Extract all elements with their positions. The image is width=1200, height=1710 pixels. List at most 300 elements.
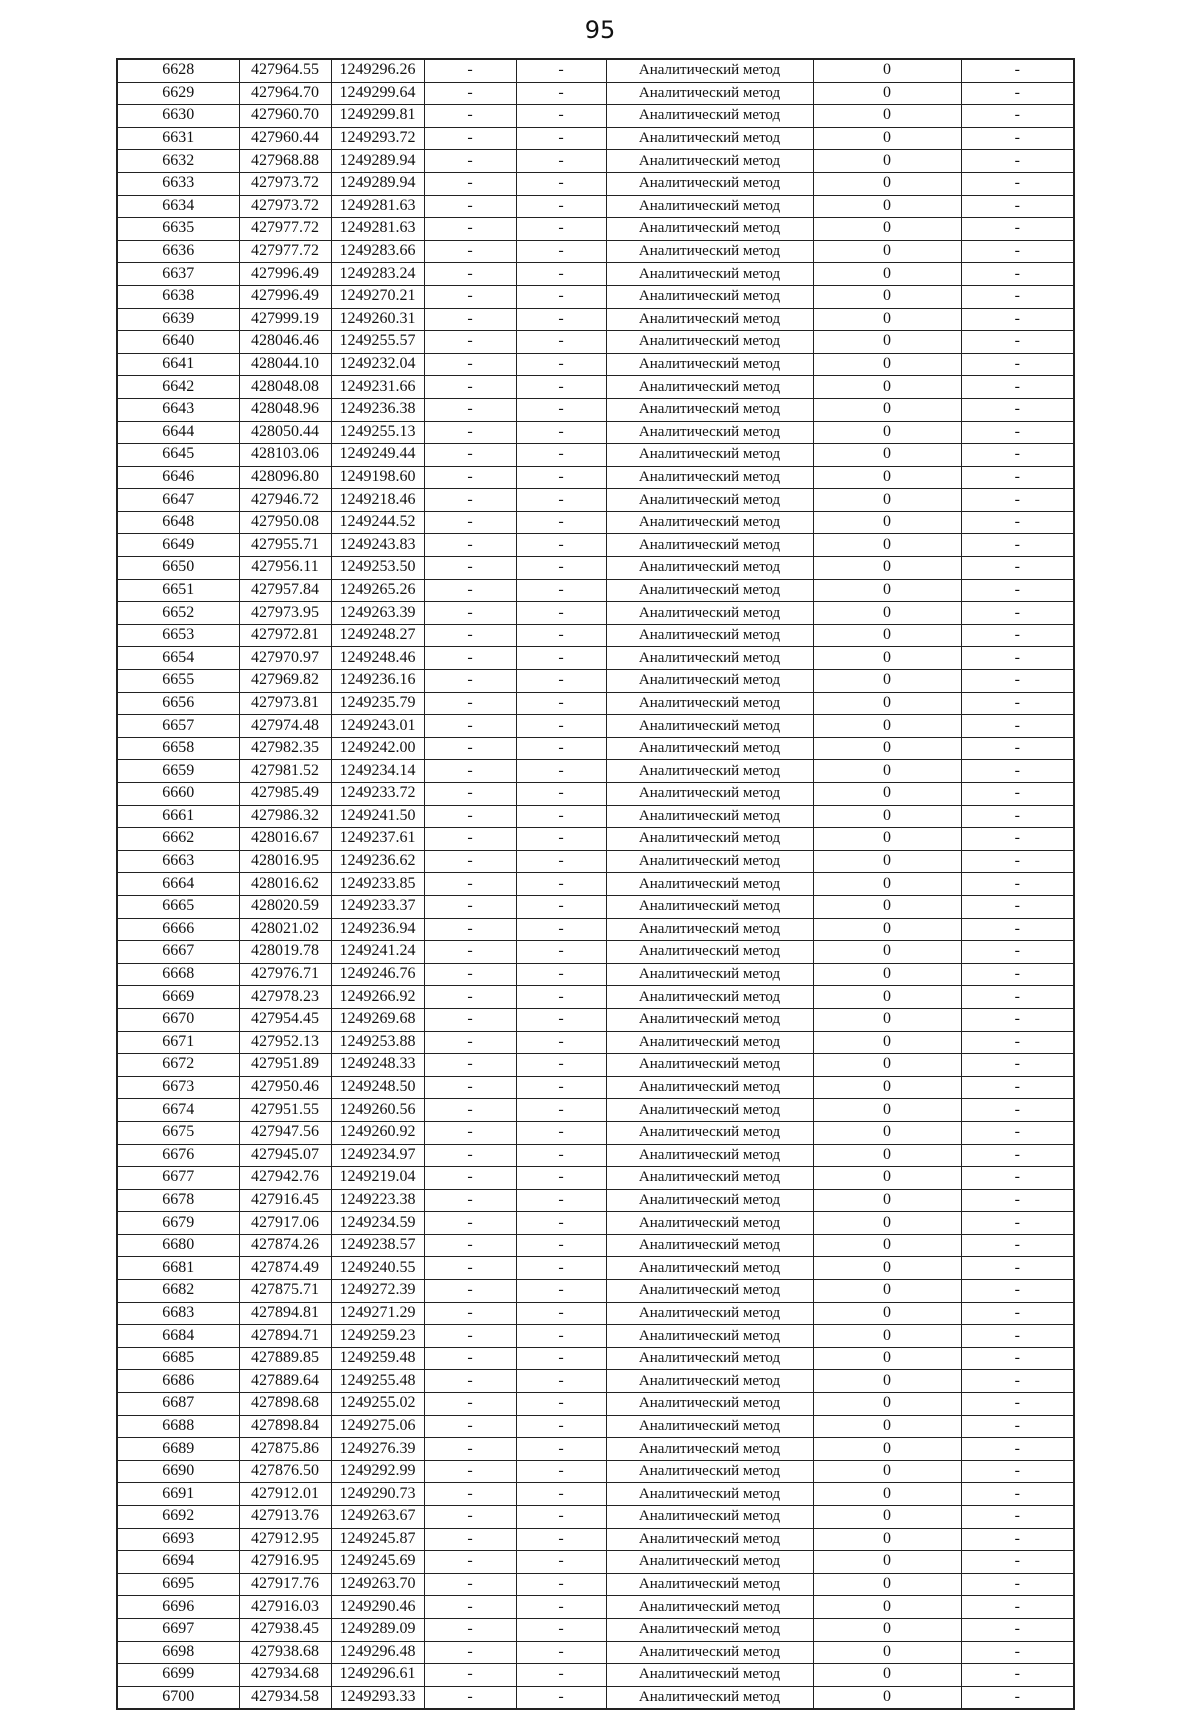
dash-cell: - <box>516 534 606 557</box>
y-coordinate-cell: 1249276.39 <box>331 1438 424 1461</box>
method-cell: Аналитический метод <box>606 1506 813 1529</box>
dash-cell: - <box>424 1415 516 1438</box>
x-coordinate-cell: 427973.81 <box>239 692 331 715</box>
y-coordinate-cell: 1249234.14 <box>331 760 424 783</box>
y-coordinate-cell: 1249271.29 <box>331 1302 424 1325</box>
point-number-cell: 6663 <box>117 850 239 873</box>
point-number-cell: 6676 <box>117 1144 239 1167</box>
table-row <box>117 105 1074 128</box>
dash-cell: - <box>516 1031 606 1054</box>
x-coordinate-cell: 427968.88 <box>239 150 331 173</box>
coordinates-table <box>116 58 1075 1710</box>
y-coordinate-cell: 1249283.66 <box>331 240 424 263</box>
value-cell: 0 <box>813 1008 961 1031</box>
x-coordinate-cell: 427916.03 <box>239 1596 331 1619</box>
point-number-cell: 6636 <box>117 240 239 263</box>
value-cell: 0 <box>813 1212 961 1235</box>
dash-cell: - <box>424 127 516 150</box>
value-cell: 0 <box>813 1280 961 1303</box>
point-number-cell: 6630 <box>117 105 239 128</box>
value-cell: 0 <box>813 1506 961 1529</box>
x-coordinate-cell: 427938.45 <box>239 1618 331 1641</box>
value-cell: 0 <box>813 647 961 670</box>
point-number-cell: 6672 <box>117 1054 239 1077</box>
value-cell: 0 <box>813 1054 961 1077</box>
dash-cell: - <box>424 602 516 625</box>
table-row <box>117 127 1074 150</box>
method-cell: Аналитический метод <box>606 579 813 602</box>
table-row <box>117 1438 1074 1461</box>
method-cell: Аналитический метод <box>606 1189 813 1212</box>
x-coordinate-cell: 427917.06 <box>239 1212 331 1235</box>
value-cell: 0 <box>813 511 961 534</box>
dash-cell: - <box>961 1506 1074 1529</box>
value-cell: 0 <box>813 918 961 941</box>
dash-cell: - <box>961 421 1074 444</box>
table-row <box>117 647 1074 670</box>
dash-cell: - <box>516 331 606 354</box>
dash-cell: - <box>516 1370 606 1393</box>
x-coordinate-cell: 427917.76 <box>239 1573 331 1596</box>
point-number-cell: 6647 <box>117 489 239 512</box>
value-cell: 0 <box>813 444 961 467</box>
method-cell: Аналитический метод <box>606 1528 813 1551</box>
dash-cell: - <box>961 398 1074 421</box>
table-row <box>117 1008 1074 1031</box>
point-number-cell: 6670 <box>117 1008 239 1031</box>
table-row <box>117 466 1074 489</box>
dash-cell: - <box>516 760 606 783</box>
dash-cell: - <box>961 1076 1074 1099</box>
table-row <box>117 895 1074 918</box>
dash-cell: - <box>516 1212 606 1235</box>
y-coordinate-cell: 1249235.79 <box>331 692 424 715</box>
method-cell: Аналитический метод <box>606 398 813 421</box>
dash-cell: - <box>516 1686 606 1709</box>
dash-cell: - <box>961 624 1074 647</box>
method-cell: Аналитический метод <box>606 59 813 82</box>
value-cell: 0 <box>813 308 961 331</box>
x-coordinate-cell: 427874.26 <box>239 1234 331 1257</box>
x-coordinate-cell: 428096.80 <box>239 466 331 489</box>
dash-cell: - <box>516 1528 606 1551</box>
method-cell: Аналитический метод <box>606 692 813 715</box>
dash-cell: - <box>424 195 516 218</box>
method-cell: Аналитический метод <box>606 82 813 105</box>
method-cell: Аналитический метод <box>606 105 813 128</box>
dash-cell: - <box>516 376 606 399</box>
point-number-cell: 6675 <box>117 1121 239 1144</box>
x-coordinate-cell: 427912.01 <box>239 1483 331 1506</box>
table-row <box>117 670 1074 693</box>
method-cell: Аналитический метод <box>606 1099 813 1122</box>
y-coordinate-cell: 1249299.81 <box>331 105 424 128</box>
table-row <box>117 1212 1074 1235</box>
x-coordinate-cell: 427955.71 <box>239 534 331 557</box>
y-coordinate-cell: 1249236.94 <box>331 918 424 941</box>
method-cell: Аналитический метод <box>606 1076 813 1099</box>
y-coordinate-cell: 1249299.64 <box>331 82 424 105</box>
method-cell: Аналитический метод <box>606 1257 813 1280</box>
y-coordinate-cell: 1249248.46 <box>331 647 424 670</box>
dash-cell: - <box>516 444 606 467</box>
value-cell: 0 <box>813 1573 961 1596</box>
y-coordinate-cell: 1249246.76 <box>331 963 424 986</box>
y-coordinate-cell: 1249234.97 <box>331 1144 424 1167</box>
x-coordinate-cell: 427977.72 <box>239 240 331 263</box>
x-coordinate-cell: 427874.49 <box>239 1257 331 1280</box>
dash-cell: - <box>516 1415 606 1438</box>
dash-cell: - <box>516 895 606 918</box>
table-row <box>117 263 1074 286</box>
dash-cell: - <box>961 1121 1074 1144</box>
table-row <box>117 1618 1074 1641</box>
y-coordinate-cell: 1249232.04 <box>331 353 424 376</box>
dash-cell: - <box>961 715 1074 738</box>
method-cell: Аналитический метод <box>606 1370 813 1393</box>
dash-cell: - <box>961 1031 1074 1054</box>
dash-cell: - <box>424 963 516 986</box>
table-row <box>117 331 1074 354</box>
dash-cell: - <box>961 737 1074 760</box>
y-coordinate-cell: 1249255.02 <box>331 1393 424 1416</box>
value-cell: 0 <box>813 1302 961 1325</box>
table-row <box>117 1280 1074 1303</box>
dash-cell: - <box>424 1099 516 1122</box>
point-number-cell: 6683 <box>117 1302 239 1325</box>
dash-cell: - <box>961 1189 1074 1212</box>
table-row <box>117 1573 1074 1596</box>
point-number-cell: 6696 <box>117 1596 239 1619</box>
dash-cell: - <box>516 172 606 195</box>
point-number-cell: 6697 <box>117 1618 239 1641</box>
point-number-cell: 6641 <box>117 353 239 376</box>
dash-cell: - <box>961 828 1074 851</box>
table-row <box>117 1506 1074 1529</box>
x-coordinate-cell: 427894.81 <box>239 1302 331 1325</box>
table-row <box>117 1302 1074 1325</box>
method-cell: Аналитический метод <box>606 1212 813 1235</box>
dash-cell: - <box>961 466 1074 489</box>
y-coordinate-cell: 1249281.63 <box>331 218 424 241</box>
table-row <box>117 557 1074 580</box>
method-cell: Аналитический метод <box>606 670 813 693</box>
point-number-cell: 6635 <box>117 218 239 241</box>
table-row <box>117 218 1074 241</box>
x-coordinate-cell: 427875.71 <box>239 1280 331 1303</box>
x-coordinate-cell: 427875.86 <box>239 1438 331 1461</box>
method-cell: Аналитический метод <box>606 150 813 173</box>
value-cell: 0 <box>813 466 961 489</box>
dash-cell: - <box>516 918 606 941</box>
value-cell: 0 <box>813 82 961 105</box>
method-cell: Аналитический метод <box>606 1325 813 1348</box>
value-cell: 0 <box>813 850 961 873</box>
table-row <box>117 624 1074 647</box>
x-coordinate-cell: 427985.49 <box>239 783 331 806</box>
point-number-cell: 6700 <box>117 1686 239 1709</box>
method-cell: Аналитический метод <box>606 1483 813 1506</box>
x-coordinate-cell: 427898.84 <box>239 1415 331 1438</box>
dash-cell: - <box>516 421 606 444</box>
method-cell: Аналитический метод <box>606 489 813 512</box>
x-coordinate-cell: 427960.44 <box>239 127 331 150</box>
method-cell: Аналитический метод <box>606 240 813 263</box>
x-coordinate-cell: 428020.59 <box>239 895 331 918</box>
method-cell: Аналитический метод <box>606 647 813 670</box>
dash-cell: - <box>424 873 516 896</box>
point-number-cell: 6665 <box>117 895 239 918</box>
method-cell: Аналитический метод <box>606 1280 813 1303</box>
method-cell: Аналитический метод <box>606 1551 813 1574</box>
table-row <box>117 1347 1074 1370</box>
dash-cell: - <box>961 285 1074 308</box>
x-coordinate-cell: 427982.35 <box>239 737 331 760</box>
point-number-cell: 6692 <box>117 1506 239 1529</box>
dash-cell: - <box>961 1280 1074 1303</box>
dash-cell: - <box>961 941 1074 964</box>
y-coordinate-cell: 1249296.48 <box>331 1641 424 1664</box>
table-row <box>117 240 1074 263</box>
y-coordinate-cell: 1249238.57 <box>331 1234 424 1257</box>
dash-cell: - <box>424 240 516 263</box>
y-coordinate-cell: 1249233.37 <box>331 895 424 918</box>
table-body <box>117 59 1074 1709</box>
table-row <box>117 783 1074 806</box>
value-cell: 0 <box>813 737 961 760</box>
dash-cell: - <box>961 602 1074 625</box>
x-coordinate-cell: 427945.07 <box>239 1144 331 1167</box>
x-coordinate-cell: 427950.46 <box>239 1076 331 1099</box>
dash-cell: - <box>516 624 606 647</box>
dash-cell: - <box>516 850 606 873</box>
dash-cell: - <box>424 466 516 489</box>
dash-cell: - <box>516 127 606 150</box>
x-coordinate-cell: 428048.96 <box>239 398 331 421</box>
dash-cell: - <box>424 285 516 308</box>
dash-cell: - <box>961 218 1074 241</box>
y-coordinate-cell: 1249259.48 <box>331 1347 424 1370</box>
dash-cell: - <box>516 1641 606 1664</box>
y-coordinate-cell: 1249263.70 <box>331 1573 424 1596</box>
value-cell: 0 <box>813 873 961 896</box>
y-coordinate-cell: 1249272.39 <box>331 1280 424 1303</box>
dash-cell: - <box>961 308 1074 331</box>
dash-cell: - <box>516 715 606 738</box>
dash-cell: - <box>961 1008 1074 1031</box>
method-cell: Аналитический метод <box>606 331 813 354</box>
y-coordinate-cell: 1249245.69 <box>331 1551 424 1574</box>
y-coordinate-cell: 1249233.85 <box>331 873 424 896</box>
point-number-cell: 6632 <box>117 150 239 173</box>
dash-cell: - <box>961 760 1074 783</box>
value-cell: 0 <box>813 1641 961 1664</box>
value-cell: 0 <box>813 670 961 693</box>
dash-cell: - <box>961 263 1074 286</box>
x-coordinate-cell: 427951.89 <box>239 1054 331 1077</box>
y-coordinate-cell: 1249249.44 <box>331 444 424 467</box>
point-number-cell: 6650 <box>117 557 239 580</box>
value-cell: 0 <box>813 1460 961 1483</box>
y-coordinate-cell: 1249255.13 <box>331 421 424 444</box>
dash-cell: - <box>516 1347 606 1370</box>
table-row <box>117 421 1074 444</box>
point-number-cell: 6639 <box>117 308 239 331</box>
table-row <box>117 1415 1074 1438</box>
x-coordinate-cell: 427952.13 <box>239 1031 331 1054</box>
value-cell: 0 <box>813 421 961 444</box>
dash-cell: - <box>516 557 606 580</box>
dash-cell: - <box>424 1302 516 1325</box>
dash-cell: - <box>516 285 606 308</box>
x-coordinate-cell: 427876.50 <box>239 1460 331 1483</box>
dash-cell: - <box>424 715 516 738</box>
dash-cell: - <box>961 1596 1074 1619</box>
method-cell: Аналитический метод <box>606 737 813 760</box>
x-coordinate-cell: 428103.06 <box>239 444 331 467</box>
x-coordinate-cell: 427973.72 <box>239 172 331 195</box>
method-cell: Аналитический метод <box>606 421 813 444</box>
method-cell: Аналитический метод <box>606 918 813 941</box>
dash-cell: - <box>424 579 516 602</box>
point-number-cell: 6654 <box>117 647 239 670</box>
value-cell: 0 <box>813 1483 961 1506</box>
dash-cell: - <box>961 1460 1074 1483</box>
x-coordinate-cell: 428021.02 <box>239 918 331 941</box>
point-number-cell: 6652 <box>117 602 239 625</box>
y-coordinate-cell: 1249290.46 <box>331 1596 424 1619</box>
dash-cell: - <box>961 1054 1074 1077</box>
y-coordinate-cell: 1249266.92 <box>331 986 424 1009</box>
table-row <box>117 850 1074 873</box>
x-coordinate-cell: 427916.95 <box>239 1551 331 1574</box>
dash-cell: - <box>961 195 1074 218</box>
method-cell: Аналитический метод <box>606 195 813 218</box>
value-cell: 0 <box>813 760 961 783</box>
x-coordinate-cell: 428048.08 <box>239 376 331 399</box>
method-cell: Аналитический метод <box>606 1618 813 1641</box>
table-row <box>117 172 1074 195</box>
value-cell: 0 <box>813 534 961 557</box>
method-cell: Аналитический метод <box>606 534 813 557</box>
x-coordinate-cell: 428044.10 <box>239 353 331 376</box>
x-coordinate-cell: 427973.72 <box>239 195 331 218</box>
dash-cell: - <box>424 1189 516 1212</box>
y-coordinate-cell: 1249231.66 <box>331 376 424 399</box>
point-number-cell: 6642 <box>117 376 239 399</box>
point-number-cell: 6628 <box>117 59 239 82</box>
value-cell: 0 <box>813 963 961 986</box>
table-row <box>117 1189 1074 1212</box>
dash-cell: - <box>424 1234 516 1257</box>
dash-cell: - <box>516 466 606 489</box>
x-coordinate-cell: 427956.11 <box>239 557 331 580</box>
dash-cell: - <box>424 82 516 105</box>
value-cell: 0 <box>813 941 961 964</box>
y-coordinate-cell: 1249240.55 <box>331 1257 424 1280</box>
x-coordinate-cell: 427970.97 <box>239 647 331 670</box>
y-coordinate-cell: 1249263.39 <box>331 602 424 625</box>
method-cell: Аналитический метод <box>606 1167 813 1190</box>
method-cell: Аналитический метод <box>606 1415 813 1438</box>
x-coordinate-cell: 427916.45 <box>239 1189 331 1212</box>
method-cell: Аналитический метод <box>606 963 813 986</box>
table-row <box>117 376 1074 399</box>
table-row <box>117 1076 1074 1099</box>
dash-cell: - <box>961 1528 1074 1551</box>
dash-cell: - <box>424 1325 516 1348</box>
dash-cell: - <box>961 1664 1074 1687</box>
y-coordinate-cell: 1249293.72 <box>331 127 424 150</box>
method-cell: Аналитический метод <box>606 376 813 399</box>
dash-cell: - <box>516 240 606 263</box>
table-row <box>117 398 1074 421</box>
method-cell: Аналитический метод <box>606 1054 813 1077</box>
point-number-cell: 6646 <box>117 466 239 489</box>
dash-cell: - <box>516 1483 606 1506</box>
dash-cell: - <box>516 82 606 105</box>
dash-cell: - <box>516 963 606 986</box>
method-cell: Аналитический метод <box>606 602 813 625</box>
dash-cell: - <box>424 692 516 715</box>
value-cell: 0 <box>813 715 961 738</box>
method-cell: Аналитический метод <box>606 466 813 489</box>
dash-cell: - <box>424 737 516 760</box>
value-cell: 0 <box>813 127 961 150</box>
dash-cell: - <box>424 421 516 444</box>
point-number-cell: 6668 <box>117 963 239 986</box>
dash-cell: - <box>516 511 606 534</box>
dash-cell: - <box>961 557 1074 580</box>
table-row <box>117 150 1074 173</box>
point-number-cell: 6634 <box>117 195 239 218</box>
dash-cell: - <box>516 1099 606 1122</box>
method-cell: Аналитический метод <box>606 1460 813 1483</box>
x-coordinate-cell: 427972.81 <box>239 624 331 647</box>
method-cell: Аналитический метод <box>606 127 813 150</box>
dash-cell: - <box>961 444 1074 467</box>
method-cell: Аналитический метод <box>606 308 813 331</box>
x-coordinate-cell: 427938.68 <box>239 1641 331 1664</box>
table-row <box>117 1121 1074 1144</box>
dash-cell: - <box>424 263 516 286</box>
y-coordinate-cell: 1249293.33 <box>331 1686 424 1709</box>
value-cell: 0 <box>813 105 961 128</box>
value-cell: 0 <box>813 1099 961 1122</box>
dash-cell: - <box>516 692 606 715</box>
table-row <box>117 941 1074 964</box>
value-cell: 0 <box>813 353 961 376</box>
dash-cell: - <box>424 1347 516 1370</box>
point-number-cell: 6659 <box>117 760 239 783</box>
x-coordinate-cell: 427969.82 <box>239 670 331 693</box>
dash-cell: - <box>424 895 516 918</box>
method-cell: Аналитический метод <box>606 1641 813 1664</box>
value-cell: 0 <box>813 1325 961 1348</box>
dash-cell: - <box>961 1551 1074 1574</box>
point-number-cell: 6673 <box>117 1076 239 1099</box>
dash-cell: - <box>961 1212 1074 1235</box>
point-number-cell: 6695 <box>117 1573 239 1596</box>
dash-cell: - <box>516 828 606 851</box>
dash-cell: - <box>424 1008 516 1031</box>
table-row <box>117 1144 1074 1167</box>
point-number-cell: 6637 <box>117 263 239 286</box>
dash-cell: - <box>961 1438 1074 1461</box>
table-row <box>117 1393 1074 1416</box>
dash-cell: - <box>424 1144 516 1167</box>
dash-cell: - <box>961 59 1074 82</box>
